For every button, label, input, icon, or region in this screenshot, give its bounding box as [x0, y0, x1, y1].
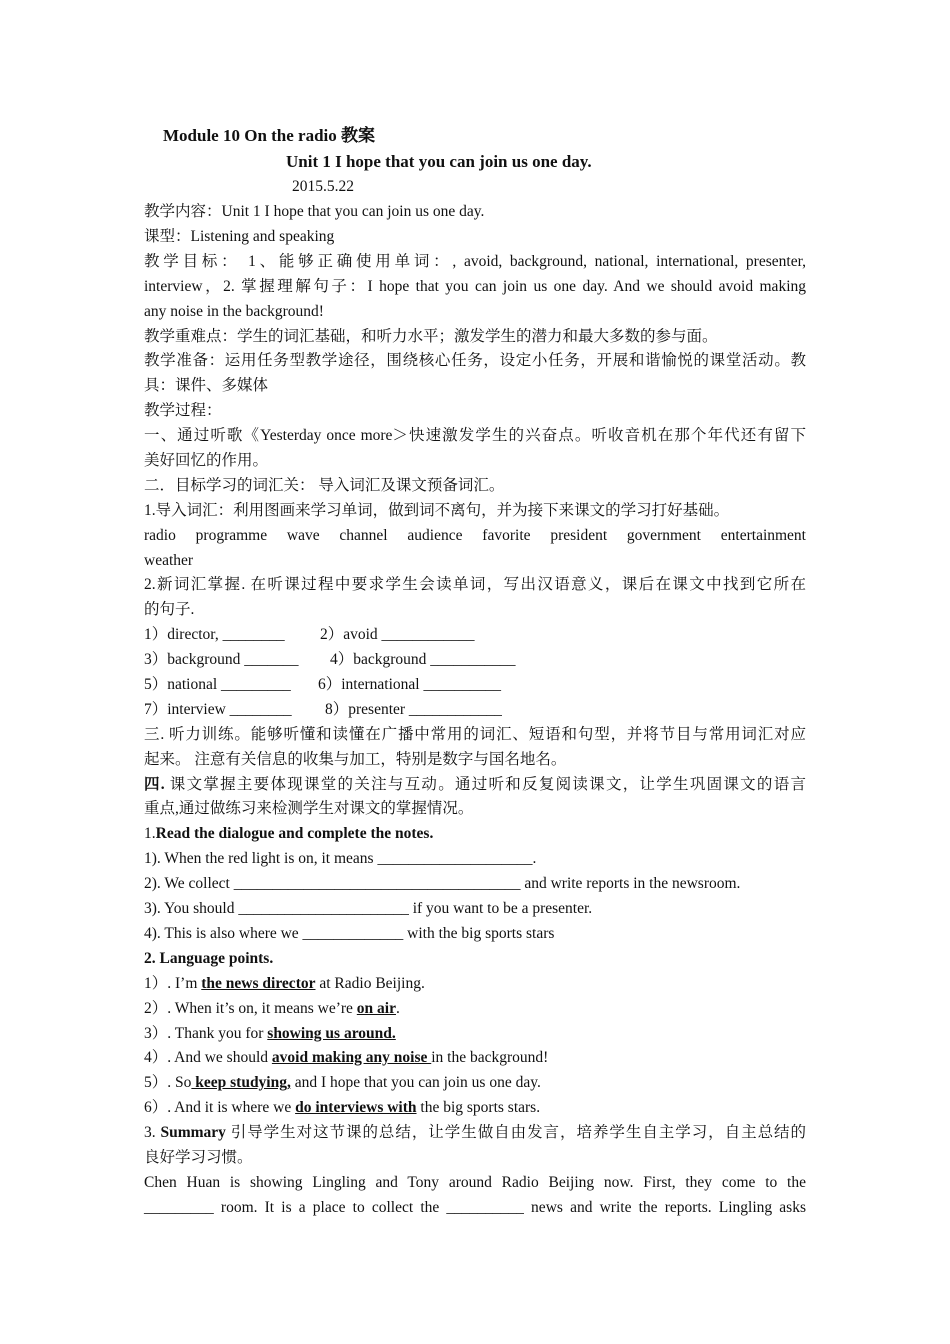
note-item-2: 2). We collect _____________________________________ and write reports in the newsroom.	[144, 875, 741, 892]
summary-line-1	[144, 1123, 806, 1143]
step3-line-1: 三. 听力训练。能够听懂和读懂在广播中常用的词汇、短语和句型，并将节目与常用词汇对应	[144, 726, 806, 743]
note-item-1: 1). When the red light is on, it means ____________________.	[144, 850, 537, 867]
new-vocab-line-2: 的句子.	[144, 601, 195, 618]
module-title: Module 10 On the radio 教案	[163, 126, 376, 145]
summary-line-2: 良好学习习惯。	[144, 1149, 253, 1166]
note-item-3: 3). You should ______________________ if you want to be a presenter.	[144, 900, 593, 917]
paragraph-line-2: _________ room. It is a place to collect the __________ news and write the reports. Lingling asks	[144, 1199, 806, 1216]
lp-key-phrase: the news director	[201, 975, 316, 992]
process-heading: 教学过程：	[144, 402, 222, 419]
language-point	[144, 1048, 806, 1068]
lp-pre: 3）. Thank you for	[144, 1025, 268, 1042]
vocab-words-2: weather	[144, 552, 194, 569]
lp-post: and I hope that you can join us one day.	[290, 1074, 541, 1091]
paragraph-line-1: Chen Huan is showing Lingling and Tony around Radio Beijing now. First, they come to the	[144, 1174, 806, 1191]
prep-line-1: 教学准备：运用任务型教学途径，围绕核心任务，设定小任务，开展和谐愉悦的课堂活动。教	[144, 352, 806, 369]
read-title: Read the dialogue and complete the notes.	[155, 825, 434, 842]
vocab-item: 7）interview ________	[144, 701, 292, 718]
vocab-item: 5）national _________	[144, 676, 291, 693]
lp-post: the big sports stars.	[416, 1099, 541, 1116]
vocab-item: 4）background ___________	[330, 651, 516, 668]
vocab-item-row	[144, 650, 806, 670]
language-point	[144, 1024, 806, 1044]
step4-line-2: 重点,通过做练习来检测学生对课文的掌握情况。	[144, 800, 474, 817]
goal-line-2: interview，2. 掌握理解句子：I hope that you can join us one day. And we should avoid making	[144, 278, 806, 295]
new-vocab-line-1: 2.新词汇掌握. 在听课过程中要求学生会读单词，写出汉语意义，课后在课文中找到它所在	[144, 576, 806, 593]
vocab-item-row	[144, 700, 806, 720]
lp-pre: 4）. And we should	[144, 1049, 272, 1066]
lp-key-phrase: keep studying,	[191, 1074, 291, 1091]
summary-label: Summary	[160, 1124, 226, 1141]
lp-pre: 2）. When it’s on, it means we’re	[144, 1000, 357, 1017]
language-points-heading: 2. Language points.	[144, 950, 274, 967]
vocab-item: 2）avoid ____________	[320, 626, 475, 643]
language-point	[144, 999, 806, 1019]
language-point	[144, 1098, 806, 1118]
date-line: 2015.5.22	[292, 178, 354, 195]
language-point	[144, 974, 806, 994]
step4-line-1	[144, 775, 806, 795]
goal-line-3: any noise in the background!	[144, 303, 324, 320]
lp-key-phrase: on air	[356, 1000, 396, 1017]
difficulty-line: 教学重难点：学生的词汇基础，和听力水平；激发学生的潜力和最大多数的参与面。	[144, 328, 718, 345]
unit-title: Unit 1 I hope that you can join us one day.	[286, 152, 592, 171]
vocab-item-row	[144, 625, 806, 645]
vocab-intro: 1.导入词汇：利用图画来学习单词，做到词不离句，并为接下来课文的学习打好基础。	[144, 502, 730, 519]
read-number: 1.	[144, 825, 156, 842]
vocab-item: 8）presenter ____________	[325, 701, 502, 718]
goal-line-1: 教学目标： 1、能够正确使用单词：, avoid, background, national, international, presenter,	[144, 253, 806, 270]
step1-line-1: 一、通过听歌《Yesterday once more＞快速激发学生的兴奋点。听收音机在那个年代还有留下	[144, 427, 806, 444]
type-line: 课型：Listening and speaking	[144, 228, 335, 245]
lp-pre: 6）. And it is where we	[144, 1099, 296, 1116]
vocab-item: 3）background _______	[144, 651, 299, 668]
lp-key-phrase: showing us around.	[267, 1025, 396, 1042]
vocab-item: 1）director, ________	[144, 626, 285, 643]
step1-line-2: 美好回忆的作用。	[144, 452, 269, 469]
step4-text: 课文掌握主要体现课堂的关注与互动。通过听和反复阅读课文，让学生巩固课文的语言	[164, 776, 806, 793]
read-heading	[144, 824, 806, 844]
vocab-words: radio programme wave channel audience favorite president government entertainment	[144, 527, 806, 544]
lp-key-phrase: avoid making any noise	[271, 1049, 432, 1066]
step2-heading: 二．目标学习的词汇关： 导入词汇及课文预备词汇。	[144, 477, 505, 494]
lp-post: at Radio Beijing.	[315, 975, 425, 992]
vocab-item-row	[144, 675, 806, 695]
summary-number: 3.	[144, 1124, 161, 1141]
lp-key-phrase: do interviews with	[295, 1099, 417, 1116]
step4-label: 四.	[144, 776, 165, 793]
summary-text: 引导学生对这节课的总结，让学生做自由发言，培养学生自主学习，自主总结的	[225, 1124, 806, 1141]
vocab-item: 6）international __________	[318, 676, 501, 693]
language-point	[144, 1073, 806, 1093]
note-item-4: 4). This is also where we _____________ with the big sports stars	[144, 925, 555, 942]
step3-line-2: 起来。 注意有关信息的收集与加工，特别是数字与国名地名。	[144, 751, 567, 768]
lp-post: in the background!	[431, 1049, 549, 1066]
lp-pre: 1）. I’m	[144, 975, 202, 992]
prep-line-2: 具：课件、多媒体	[144, 377, 269, 394]
content-line: 教学内容：Unit 1 I hope that you can join us one day.	[144, 203, 485, 220]
lp-post: .	[395, 1000, 400, 1017]
lp-pre: 5）. So	[144, 1074, 192, 1091]
